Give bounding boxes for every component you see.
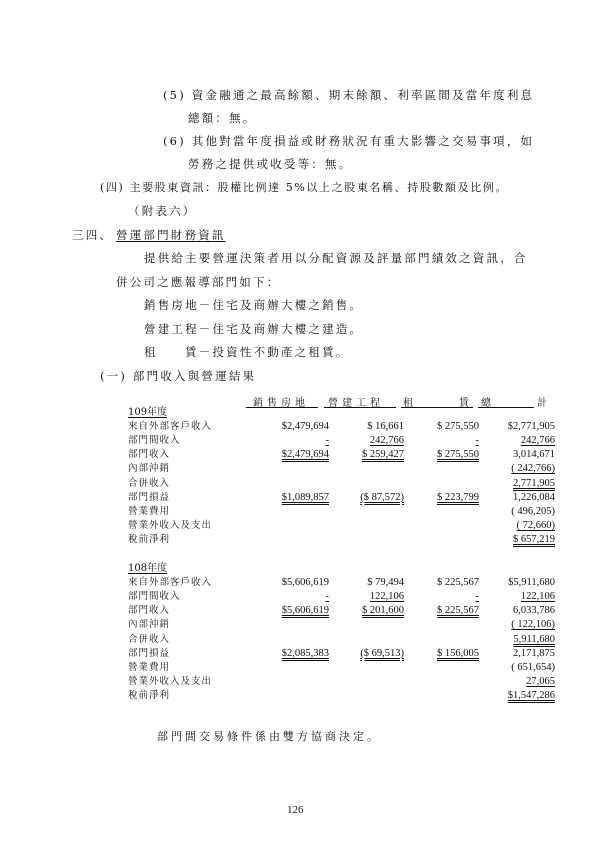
cell: $1,089,857 bbox=[281, 491, 329, 503]
row-label: 部門間收入 bbox=[128, 591, 181, 603]
cell: $ 16,661 bbox=[367, 421, 404, 433]
row-label: 來自外部客戶收入 bbox=[128, 421, 213, 433]
row-label: 營業外收入及支出 bbox=[128, 675, 213, 687]
segment-table-109 bbox=[128, 406, 555, 547]
table-row bbox=[128, 462, 555, 476]
cell: - bbox=[475, 435, 479, 447]
section-number: 三四、 bbox=[72, 228, 114, 242]
cell: ( 242,766) bbox=[511, 463, 555, 475]
cell: $ 156,005 bbox=[437, 647, 479, 659]
row-label: 營業費用 bbox=[128, 661, 171, 673]
col-header-sales: 銷售房地 bbox=[253, 398, 309, 409]
segment-table-108 bbox=[128, 562, 555, 703]
cell: - bbox=[475, 591, 479, 603]
table-row bbox=[128, 420, 555, 434]
table-row bbox=[128, 519, 555, 533]
cell: 5,911,680 bbox=[513, 633, 555, 645]
section-title: 營運部門財務資訊 bbox=[116, 228, 226, 242]
table-row bbox=[128, 491, 555, 505]
table-row bbox=[128, 689, 555, 703]
cell: ( 122,106) bbox=[511, 619, 555, 631]
cell: $2,771,905 bbox=[507, 421, 555, 433]
cell: 122,106 bbox=[520, 591, 555, 603]
cell: ( 496,205) bbox=[511, 505, 555, 517]
segment-rental-b: 賃－投資性不動產之租賃。 bbox=[185, 345, 350, 359]
cell: $ 79,494 bbox=[367, 577, 404, 589]
cell: 122,106 bbox=[369, 591, 404, 603]
row-label: 稅前淨利 bbox=[128, 533, 171, 545]
year-label: 108年度 bbox=[128, 563, 168, 575]
row-label: 部門收入 bbox=[128, 605, 171, 617]
table-row bbox=[128, 675, 555, 689]
year-label: 109年度 bbox=[128, 407, 168, 419]
cell: 6,033,786 bbox=[513, 605, 555, 617]
cell: $ 259,427 bbox=[362, 449, 404, 461]
cell: - bbox=[325, 435, 329, 447]
table-row bbox=[128, 505, 555, 519]
table-row bbox=[128, 618, 555, 632]
cell: $2,479,694 bbox=[281, 421, 329, 433]
table-row bbox=[128, 533, 555, 547]
cell: $ 223,799 bbox=[437, 491, 479, 503]
row-label: 營業費用 bbox=[128, 505, 171, 517]
page-number: 126 bbox=[287, 804, 304, 816]
cell: - bbox=[325, 591, 329, 603]
segment-construction: 營建工程－住宅及商辦大樓之建造。 bbox=[144, 322, 364, 336]
segment-intro-line1: 提供給主要營運決策者用以分配資源及評量部門績效之資訊，合 bbox=[144, 251, 528, 265]
table-row bbox=[128, 661, 555, 675]
row-label: 稅前淨利 bbox=[128, 689, 171, 701]
table-row bbox=[128, 590, 555, 604]
col-header-rental: 租 賃 bbox=[403, 398, 473, 409]
cell: $2,479,694 bbox=[281, 449, 329, 461]
row-label: 部門損益 bbox=[128, 647, 171, 659]
table-row bbox=[128, 448, 555, 462]
row-label: 部門收入 bbox=[128, 449, 171, 461]
intersegment-footnote: 部門間交易條件係由雙方協商決定。 bbox=[157, 730, 381, 743]
row-label: 來自外部客戶收入 bbox=[128, 577, 213, 589]
table-row bbox=[128, 632, 555, 646]
cell: ($ 87,572) bbox=[360, 491, 404, 503]
row-label: 合併收入 bbox=[128, 477, 171, 489]
subsection-title: (一) 部門收入與營運結果 bbox=[100, 369, 257, 383]
segment-intro-line2: 併公司之應報導部門如下： bbox=[116, 275, 281, 289]
cell: 2,171,875 bbox=[513, 647, 555, 659]
cell: 27,065 bbox=[526, 675, 555, 687]
table-row bbox=[128, 434, 555, 448]
cell: 3,014,671 bbox=[513, 449, 555, 461]
cell: 2,771,905 bbox=[513, 477, 555, 489]
item-5-line1: (5) 資金融通之最高餘額、期末餘額、利率區間及當年度利息 bbox=[163, 88, 535, 102]
cell: ( 72,660) bbox=[516, 519, 555, 531]
item-5-line2: 總額：無。 bbox=[188, 111, 257, 125]
cell: $1,547,286 bbox=[507, 689, 555, 701]
cell: ( 651,654) bbox=[511, 661, 555, 673]
table-row bbox=[128, 604, 555, 618]
item-6-line2: 勞務之提供或收受等：無。 bbox=[188, 157, 353, 171]
item-6-line1: (6) 其他對當年度損益或財務狀況有重大影響之交易事項，如 bbox=[163, 134, 535, 148]
cell: $2,085,383 bbox=[281, 647, 329, 659]
table-row bbox=[128, 647, 555, 661]
row-label: 部門損益 bbox=[128, 491, 171, 503]
table-row bbox=[128, 476, 555, 490]
cell: $5,606,619 bbox=[281, 605, 329, 617]
cell: 1,226,084 bbox=[513, 491, 555, 503]
cell: $ 225,567 bbox=[437, 577, 479, 589]
segment-rental-a: 租 bbox=[144, 345, 158, 359]
col-header-construction: 營建工程 bbox=[328, 398, 384, 409]
col-header-total: 總 計 bbox=[481, 398, 551, 409]
cell: $ 657,219 bbox=[513, 533, 555, 545]
cell: $5,911,680 bbox=[508, 577, 555, 589]
cell: $ 201,600 bbox=[362, 605, 404, 617]
cell: 242,766 bbox=[369, 435, 404, 447]
table-row bbox=[128, 576, 555, 590]
row-label: 內部沖銷 bbox=[128, 463, 171, 475]
row-label: 內部沖銷 bbox=[128, 619, 171, 631]
cell: $5,606,619 bbox=[281, 577, 329, 589]
row-label: 部門間收入 bbox=[128, 435, 181, 447]
cell: 242,766 bbox=[520, 435, 555, 447]
segment-sales: 銷售房地－住宅及商辦大樓之銷售。 bbox=[144, 298, 364, 312]
major-shareholders-line2: （附表六） bbox=[128, 204, 197, 218]
cell: $ 225,567 bbox=[437, 605, 479, 617]
cell: $ 275,550 bbox=[437, 421, 479, 433]
major-shareholders-line1: (四) 主要股東資訊：股權比例達 5%以上之股東名稱、持股數額及比例。 bbox=[100, 181, 509, 194]
cell: ($ 69,513) bbox=[360, 647, 404, 659]
row-label: 合併收入 bbox=[128, 633, 171, 645]
cell: $ 275,550 bbox=[437, 449, 479, 461]
row-label: 營業外收入及支出 bbox=[128, 519, 213, 531]
